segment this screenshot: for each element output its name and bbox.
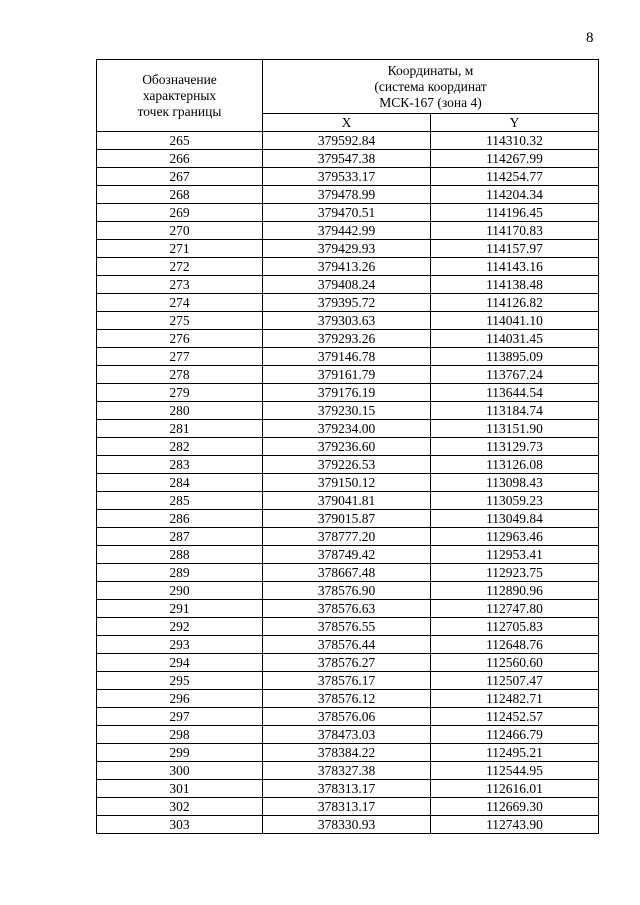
table-row bbox=[97, 420, 599, 438]
table-row bbox=[97, 600, 599, 618]
table-row bbox=[97, 168, 599, 186]
y-coordinate-cell: 114204.34 bbox=[431, 186, 599, 204]
point-number-cell: 294 bbox=[97, 654, 263, 672]
coordinates-column-header bbox=[263, 60, 599, 114]
table-row bbox=[97, 492, 599, 510]
coordinates-column-header-text: Координаты, м (система координат МСК-167 (зона 4) bbox=[374, 62, 487, 110]
x-coordinate-cell: 379408.24 bbox=[263, 276, 431, 294]
table-row bbox=[97, 294, 599, 312]
y-coordinate-cell: 112923.75 bbox=[431, 564, 599, 582]
table-row bbox=[97, 582, 599, 600]
x-coordinate-cell: 378576.63 bbox=[263, 600, 431, 618]
x-coordinate-cell: 379226.53 bbox=[263, 456, 431, 474]
table-body bbox=[97, 132, 599, 834]
x-coordinate-cell: 378384.22 bbox=[263, 744, 431, 762]
x-coordinate-cell: 378576.27 bbox=[263, 654, 431, 672]
x-coordinate-cell: 378749.42 bbox=[263, 546, 431, 564]
x-coordinate-cell: 379478.99 bbox=[263, 186, 431, 204]
y-coordinate-cell: 114138.48 bbox=[431, 276, 599, 294]
point-number-cell: 280 bbox=[97, 402, 263, 420]
y-coordinate-cell: 112560.60 bbox=[431, 654, 599, 672]
x-coordinate-cell: 379150.12 bbox=[263, 474, 431, 492]
point-number-cell: 268 bbox=[97, 186, 263, 204]
point-number-cell: 266 bbox=[97, 150, 263, 168]
point-number-cell: 284 bbox=[97, 474, 263, 492]
table-row bbox=[97, 186, 599, 204]
table-row bbox=[97, 690, 599, 708]
point-number-cell: 269 bbox=[97, 204, 263, 222]
y-coordinate-cell: 114041.10 bbox=[431, 312, 599, 330]
x-coordinate-cell: 378327.38 bbox=[263, 762, 431, 780]
y-coordinate-cell: 113767.24 bbox=[431, 366, 599, 384]
table-row bbox=[97, 384, 599, 402]
point-number-cell: 275 bbox=[97, 312, 263, 330]
x-coordinate-cell: 379547.38 bbox=[263, 150, 431, 168]
x-coordinate-cell: 379041.81 bbox=[263, 492, 431, 510]
point-number-cell: 295 bbox=[97, 672, 263, 690]
point-number-cell: 274 bbox=[97, 294, 263, 312]
x-coordinate-cell: 379413.26 bbox=[263, 258, 431, 276]
x-coordinate-cell: 378473.03 bbox=[263, 726, 431, 744]
point-number-cell: 292 bbox=[97, 618, 263, 636]
y-coordinate-cell: 114031.45 bbox=[431, 330, 599, 348]
y-coordinate-cell: 114143.16 bbox=[431, 258, 599, 276]
point-number-cell: 283 bbox=[97, 456, 263, 474]
x-coordinate-cell: 378576.44 bbox=[263, 636, 431, 654]
point-number-cell: 277 bbox=[97, 348, 263, 366]
point-number-cell: 281 bbox=[97, 420, 263, 438]
y-coordinate-cell: 112616.01 bbox=[431, 780, 599, 798]
y-coordinate-cell: 112482.71 bbox=[431, 690, 599, 708]
point-number-cell: 271 bbox=[97, 240, 263, 258]
x-coordinate-cell: 379015.87 bbox=[263, 510, 431, 528]
y-coordinate-cell: 113049.84 bbox=[431, 510, 599, 528]
table-row bbox=[97, 618, 599, 636]
point-number-cell: 297 bbox=[97, 708, 263, 726]
y-column-header: Y bbox=[431, 114, 599, 132]
table-row bbox=[97, 366, 599, 384]
point-number-cell: 289 bbox=[97, 564, 263, 582]
y-coordinate-cell: 112544.95 bbox=[431, 762, 599, 780]
y-coordinate-cell: 112452.57 bbox=[431, 708, 599, 726]
table-row bbox=[97, 222, 599, 240]
table-row bbox=[97, 798, 599, 816]
table-row bbox=[97, 402, 599, 420]
y-coordinate-cell: 113895.09 bbox=[431, 348, 599, 366]
x-coordinate-cell: 378576.06 bbox=[263, 708, 431, 726]
table-row bbox=[97, 276, 599, 294]
table-header-row bbox=[97, 60, 599, 114]
x-coordinate-cell: 379303.63 bbox=[263, 312, 431, 330]
point-number-cell: 291 bbox=[97, 600, 263, 618]
x-coordinate-cell: 378576.55 bbox=[263, 618, 431, 636]
y-coordinate-cell: 113059.23 bbox=[431, 492, 599, 510]
point-column-header-text: Обозначение характерных точек границы bbox=[137, 71, 222, 119]
table-row bbox=[97, 150, 599, 168]
table-row bbox=[97, 780, 599, 798]
x-coordinate-cell: 379533.17 bbox=[263, 168, 431, 186]
x-coordinate-cell: 378313.17 bbox=[263, 798, 431, 816]
table-row bbox=[97, 348, 599, 366]
x-coordinate-cell: 379592.84 bbox=[263, 132, 431, 150]
x-coordinate-cell: 379234.00 bbox=[263, 420, 431, 438]
x-coordinate-cell: 378667.48 bbox=[263, 564, 431, 582]
coordinates-table bbox=[96, 59, 599, 834]
point-number-cell: 279 bbox=[97, 384, 263, 402]
x-coordinate-cell: 379442.99 bbox=[263, 222, 431, 240]
point-number-cell: 272 bbox=[97, 258, 263, 276]
x-coordinate-cell: 378576.12 bbox=[263, 690, 431, 708]
table-row bbox=[97, 654, 599, 672]
table-row bbox=[97, 240, 599, 258]
point-number-cell: 301 bbox=[97, 780, 263, 798]
table-row bbox=[97, 474, 599, 492]
point-number-cell: 270 bbox=[97, 222, 263, 240]
x-coordinate-cell: 378576.17 bbox=[263, 672, 431, 690]
y-coordinate-cell: 112953.41 bbox=[431, 546, 599, 564]
point-number-cell: 300 bbox=[97, 762, 263, 780]
y-coordinate-cell: 112743.90 bbox=[431, 816, 599, 834]
table-row bbox=[97, 528, 599, 546]
y-coordinate-cell: 112747.80 bbox=[431, 600, 599, 618]
table-row bbox=[97, 258, 599, 276]
y-coordinate-cell: 112669.30 bbox=[431, 798, 599, 816]
table-row bbox=[97, 672, 599, 690]
point-number-cell: 299 bbox=[97, 744, 263, 762]
y-coordinate-cell: 112705.83 bbox=[431, 618, 599, 636]
y-coordinate-cell: 114126.82 bbox=[431, 294, 599, 312]
y-coordinate-cell: 113129.73 bbox=[431, 438, 599, 456]
y-coordinate-cell: 112648.76 bbox=[431, 636, 599, 654]
y-coordinate-cell: 114157.97 bbox=[431, 240, 599, 258]
y-coordinate-cell: 113126.08 bbox=[431, 456, 599, 474]
table-row bbox=[97, 744, 599, 762]
x-coordinate-cell: 378313.17 bbox=[263, 780, 431, 798]
point-number-cell: 285 bbox=[97, 492, 263, 510]
table-row bbox=[97, 132, 599, 150]
point-number-cell: 287 bbox=[97, 528, 263, 546]
y-coordinate-cell: 114170.83 bbox=[431, 222, 599, 240]
table-row bbox=[97, 816, 599, 834]
y-coordinate-cell: 113644.54 bbox=[431, 384, 599, 402]
y-coordinate-cell: 112495.21 bbox=[431, 744, 599, 762]
y-coordinate-cell: 114254.77 bbox=[431, 168, 599, 186]
x-coordinate-cell: 379146.78 bbox=[263, 348, 431, 366]
point-column-header bbox=[97, 60, 263, 132]
table-row bbox=[97, 726, 599, 744]
point-number-cell: 302 bbox=[97, 798, 263, 816]
point-number-cell: 286 bbox=[97, 510, 263, 528]
y-coordinate-cell: 112466.79 bbox=[431, 726, 599, 744]
y-coordinate-cell: 114310.32 bbox=[431, 132, 599, 150]
table-row bbox=[97, 564, 599, 582]
table-row bbox=[97, 762, 599, 780]
point-number-cell: 278 bbox=[97, 366, 263, 384]
y-coordinate-cell: 112963.46 bbox=[431, 528, 599, 546]
x-coordinate-cell: 379429.93 bbox=[263, 240, 431, 258]
x-coordinate-cell: 378777.20 bbox=[263, 528, 431, 546]
point-number-cell: 282 bbox=[97, 438, 263, 456]
point-number-cell: 273 bbox=[97, 276, 263, 294]
x-coordinate-cell: 379161.79 bbox=[263, 366, 431, 384]
x-coordinate-cell: 378576.90 bbox=[263, 582, 431, 600]
table-row bbox=[97, 204, 599, 222]
table-row bbox=[97, 510, 599, 528]
y-coordinate-cell: 113184.74 bbox=[431, 402, 599, 420]
point-number-cell: 298 bbox=[97, 726, 263, 744]
y-coordinate-cell: 114196.45 bbox=[431, 204, 599, 222]
table-row bbox=[97, 636, 599, 654]
table-row bbox=[97, 456, 599, 474]
x-column-header: X bbox=[263, 114, 431, 132]
y-coordinate-cell: 114267.99 bbox=[431, 150, 599, 168]
y-coordinate-cell: 112890.96 bbox=[431, 582, 599, 600]
table-row bbox=[97, 438, 599, 456]
x-coordinate-cell: 379176.19 bbox=[263, 384, 431, 402]
x-coordinate-cell: 379236.60 bbox=[263, 438, 431, 456]
x-coordinate-cell: 379395.72 bbox=[263, 294, 431, 312]
point-number-cell: 296 bbox=[97, 690, 263, 708]
table-row bbox=[97, 546, 599, 564]
x-coordinate-cell: 379230.15 bbox=[263, 402, 431, 420]
point-number-cell: 303 bbox=[97, 816, 263, 834]
table-row bbox=[97, 312, 599, 330]
page-number: 8 bbox=[586, 30, 594, 46]
x-coordinate-cell: 378330.93 bbox=[263, 816, 431, 834]
point-number-cell: 293 bbox=[97, 636, 263, 654]
y-coordinate-cell: 113151.90 bbox=[431, 420, 599, 438]
point-number-cell: 288 bbox=[97, 546, 263, 564]
y-coordinate-cell: 113098.43 bbox=[431, 474, 599, 492]
point-number-cell: 267 bbox=[97, 168, 263, 186]
table-row bbox=[97, 708, 599, 726]
table-row bbox=[97, 330, 599, 348]
x-coordinate-cell: 379293.26 bbox=[263, 330, 431, 348]
point-number-cell: 276 bbox=[97, 330, 263, 348]
point-number-cell: 290 bbox=[97, 582, 263, 600]
point-number-cell: 265 bbox=[97, 132, 263, 150]
x-coordinate-cell: 379470.51 bbox=[263, 204, 431, 222]
y-coordinate-cell: 112507.47 bbox=[431, 672, 599, 690]
